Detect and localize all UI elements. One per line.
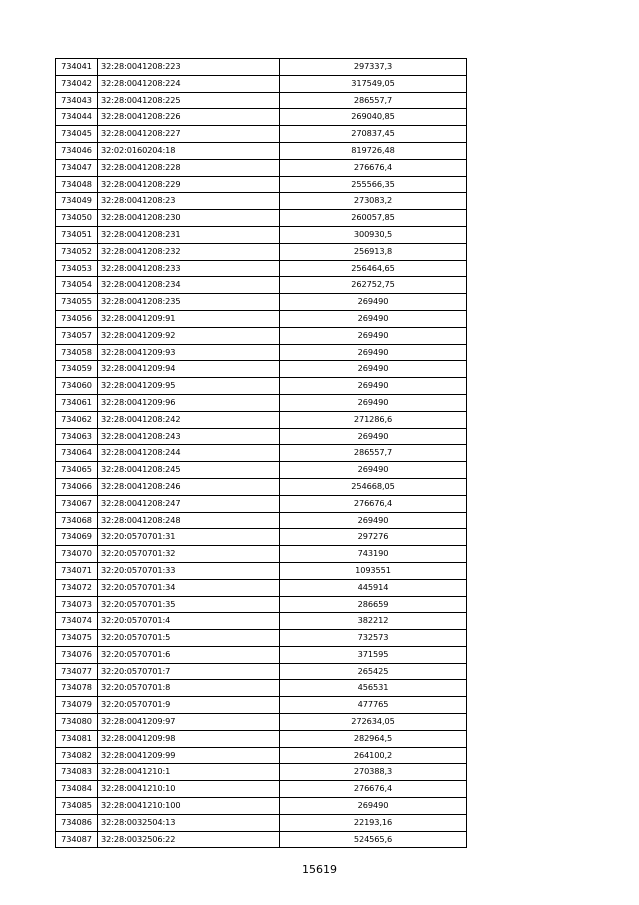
table-row [56,193,467,210]
cadastral-number-cell: 32:28:0041208:235 [98,294,280,311]
value-cell: 286557,7 [280,445,467,462]
cadastral-number-cell: 32:28:0041208:23 [98,193,280,210]
value-cell: 524565,6 [280,831,467,848]
table-row [56,764,467,781]
row-id-cell: 734070 [56,546,98,563]
row-id-cell: 734041 [56,59,98,76]
table-row [56,495,467,512]
cadastral-number-cell: 32:20:0570701:33 [98,562,280,579]
row-id-cell: 734062 [56,411,98,428]
cadastral-number-cell: 32:28:0041208:226 [98,109,280,126]
row-id-cell: 734072 [56,579,98,596]
value-cell: 743190 [280,546,467,563]
cadastral-number-cell: 32:28:0041209:96 [98,394,280,411]
row-id-cell: 734049 [56,193,98,210]
cadastral-number-cell: 32:28:0041208:247 [98,495,280,512]
table-row [56,344,467,361]
value-cell: 286557,7 [280,92,467,109]
table-row [56,176,467,193]
table-row [56,478,467,495]
table-row [56,630,467,647]
cadastral-number-cell: 32:28:0041210:1 [98,764,280,781]
cadastral-number-cell: 32:20:0570701:8 [98,680,280,697]
table-row [56,462,467,479]
row-id-cell: 734055 [56,294,98,311]
row-id-cell: 734057 [56,327,98,344]
value-cell: 269490 [280,294,467,311]
table-row [56,75,467,92]
table-row [56,243,467,260]
row-id-cell: 734086 [56,814,98,831]
row-id-cell: 734081 [56,730,98,747]
value-cell: 269490 [280,310,467,327]
cadastral-number-cell: 32:20:0570701:5 [98,630,280,647]
value-cell: 269490 [280,462,467,479]
value-cell: 256913,8 [280,243,467,260]
row-id-cell: 734077 [56,663,98,680]
table-row [56,562,467,579]
value-cell: 276676,4 [280,159,467,176]
cadastral-number-cell: 32:28:0041209:91 [98,310,280,327]
cadastral-number-cell: 32:28:0041210:10 [98,781,280,798]
row-id-cell: 734065 [56,462,98,479]
row-id-cell: 734084 [56,781,98,798]
cadastral-number-cell: 32:20:0570701:34 [98,579,280,596]
row-id-cell: 734071 [56,562,98,579]
cadastral-number-cell: 32:28:0041208:225 [98,92,280,109]
cadastral-number-cell: 32:28:0041208:242 [98,411,280,428]
value-cell: 265425 [280,663,467,680]
table-row [56,814,467,831]
row-id-cell: 734052 [56,243,98,260]
table-row [56,663,467,680]
row-id-cell: 734047 [56,159,98,176]
row-id-cell: 734042 [56,75,98,92]
value-cell: 477765 [280,697,467,714]
table-row [56,680,467,697]
table-row [56,697,467,714]
cadastral-number-cell: 32:28:0041208:246 [98,478,280,495]
table-row [56,714,467,731]
row-id-cell: 734074 [56,613,98,630]
row-id-cell: 734080 [56,714,98,731]
value-cell: 317549,05 [280,75,467,92]
table-row [56,109,467,126]
table-row [56,730,467,747]
table-row [56,798,467,815]
cadastral-number-cell: 32:28:0041208:248 [98,512,280,529]
row-id-cell: 734046 [56,142,98,159]
cadastral-number-cell: 32:20:0570701:32 [98,546,280,563]
cadastral-number-cell: 32:20:0570701:7 [98,663,280,680]
row-id-cell: 734068 [56,512,98,529]
cadastral-number-cell: 32:28:0041208:233 [98,260,280,277]
value-cell: 22193,16 [280,814,467,831]
row-id-cell: 734087 [56,831,98,848]
row-id-cell: 734067 [56,495,98,512]
value-cell: 255566,35 [280,176,467,193]
value-cell: 269490 [280,798,467,815]
cadastral-number-cell: 32:28:0032506:22 [98,831,280,848]
table-row [56,394,467,411]
row-id-cell: 734056 [56,310,98,327]
cadastral-number-cell: 32:28:0041208:231 [98,226,280,243]
cadastral-number-cell: 32:28:0041208:244 [98,445,280,462]
table-row [56,260,467,277]
row-id-cell: 734050 [56,210,98,227]
value-cell: 254668,05 [280,478,467,495]
value-cell: 262752,75 [280,277,467,294]
table-row [56,142,467,159]
table-row [56,210,467,227]
cadastral-number-cell: 32:20:0570701:31 [98,529,280,546]
table-row [56,579,467,596]
cadastral-number-cell: 32:28:0041209:92 [98,327,280,344]
cadastral-number-cell: 32:28:0041208:229 [98,176,280,193]
value-cell: 269490 [280,378,467,395]
cadastral-number-cell: 32:28:0041209:93 [98,344,280,361]
row-id-cell: 734048 [56,176,98,193]
row-id-cell: 734060 [56,378,98,395]
value-cell: 286659 [280,596,467,613]
cadastral-number-cell: 32:28:0041208:223 [98,59,280,76]
cadastral-number-cell: 32:28:0041208:232 [98,243,280,260]
table-row [56,294,467,311]
value-cell: 269490 [280,327,467,344]
cadastral-value-table [55,58,467,848]
value-cell: 445914 [280,579,467,596]
value-cell: 270388,3 [280,764,467,781]
table-row [56,646,467,663]
row-id-cell: 734085 [56,798,98,815]
value-cell: 276676,4 [280,781,467,798]
value-cell: 270837,45 [280,126,467,143]
value-cell: 382212 [280,613,467,630]
value-cell: 269490 [280,344,467,361]
table-body [56,59,467,848]
table-row [56,529,467,546]
row-id-cell: 734075 [56,630,98,647]
value-cell: 732573 [280,630,467,647]
cadastral-number-cell: 32:28:0041209:99 [98,747,280,764]
cadastral-number-cell: 32:28:0041210:100 [98,798,280,815]
value-cell: 456531 [280,680,467,697]
table-row [56,781,467,798]
table-row [56,310,467,327]
value-cell: 272634,05 [280,714,467,731]
cadastral-number-cell: 32:02:0160204:18 [98,142,280,159]
table-row [56,327,467,344]
value-cell: 371595 [280,646,467,663]
table-row [56,59,467,76]
cadastral-number-cell: 32:20:0570701:35 [98,596,280,613]
table-row [56,512,467,529]
cadastral-number-cell: 32:28:0041208:224 [98,75,280,92]
table-row [56,378,467,395]
row-id-cell: 734054 [56,277,98,294]
table-row [56,411,467,428]
value-cell: 269490 [280,394,467,411]
row-id-cell: 734083 [56,764,98,781]
cadastral-number-cell: 32:28:0041208:243 [98,428,280,445]
table-row [56,159,467,176]
cadastral-number-cell: 32:28:0041208:234 [98,277,280,294]
cadastral-number-cell: 32:28:0041209:94 [98,361,280,378]
row-id-cell: 734061 [56,394,98,411]
value-cell: 269040,85 [280,109,467,126]
row-id-cell: 734043 [56,92,98,109]
row-id-cell: 734064 [56,445,98,462]
table-row [56,277,467,294]
row-id-cell: 734059 [56,361,98,378]
table-row [56,596,467,613]
cadastral-number-cell: 32:20:0570701:6 [98,646,280,663]
row-id-cell: 734051 [56,226,98,243]
row-id-cell: 734079 [56,697,98,714]
table-row [56,428,467,445]
cadastral-number-cell: 32:20:0570701:9 [98,697,280,714]
table-row [56,226,467,243]
value-cell: 819726,48 [280,142,467,159]
value-cell: 260057,85 [280,210,467,227]
cadastral-number-cell: 32:28:0041208:230 [98,210,280,227]
row-id-cell: 734078 [56,680,98,697]
value-cell: 256464,65 [280,260,467,277]
cadastral-number-cell: 32:28:0041209:98 [98,730,280,747]
value-cell: 271286,6 [280,411,467,428]
table-row [56,613,467,630]
page-number: 15619 [302,863,337,876]
row-id-cell: 734076 [56,646,98,663]
row-id-cell: 734045 [56,126,98,143]
cadastral-number-cell: 32:28:0041209:97 [98,714,280,731]
row-id-cell: 734066 [56,478,98,495]
table-row [56,92,467,109]
row-id-cell: 734044 [56,109,98,126]
value-cell: 264100,2 [280,747,467,764]
row-id-cell: 734058 [56,344,98,361]
table-row [56,361,467,378]
cadastral-number-cell: 32:28:0041209:95 [98,378,280,395]
value-cell: 269490 [280,428,467,445]
value-cell: 297276 [280,529,467,546]
table-row [56,546,467,563]
cadastral-number-cell: 32:28:0041208:245 [98,462,280,479]
cadastral-number-cell: 32:28:0041208:228 [98,159,280,176]
row-id-cell: 734053 [56,260,98,277]
value-cell: 273083,2 [280,193,467,210]
row-id-cell: 734063 [56,428,98,445]
value-cell: 300930,5 [280,226,467,243]
value-cell: 297337,3 [280,59,467,76]
value-cell: 282964,5 [280,730,467,747]
value-cell: 269490 [280,512,467,529]
row-id-cell: 734073 [56,596,98,613]
cadastral-number-cell: 32:28:0032504:13 [98,814,280,831]
row-id-cell: 734082 [56,747,98,764]
value-cell: 1093551 [280,562,467,579]
table-row [56,831,467,848]
cadastral-number-cell: 32:28:0041208:227 [98,126,280,143]
value-cell: 269490 [280,361,467,378]
cadastral-number-cell: 32:20:0570701:4 [98,613,280,630]
table-row [56,126,467,143]
row-id-cell: 734069 [56,529,98,546]
table-row [56,445,467,462]
value-cell: 276676,4 [280,495,467,512]
table-row [56,747,467,764]
